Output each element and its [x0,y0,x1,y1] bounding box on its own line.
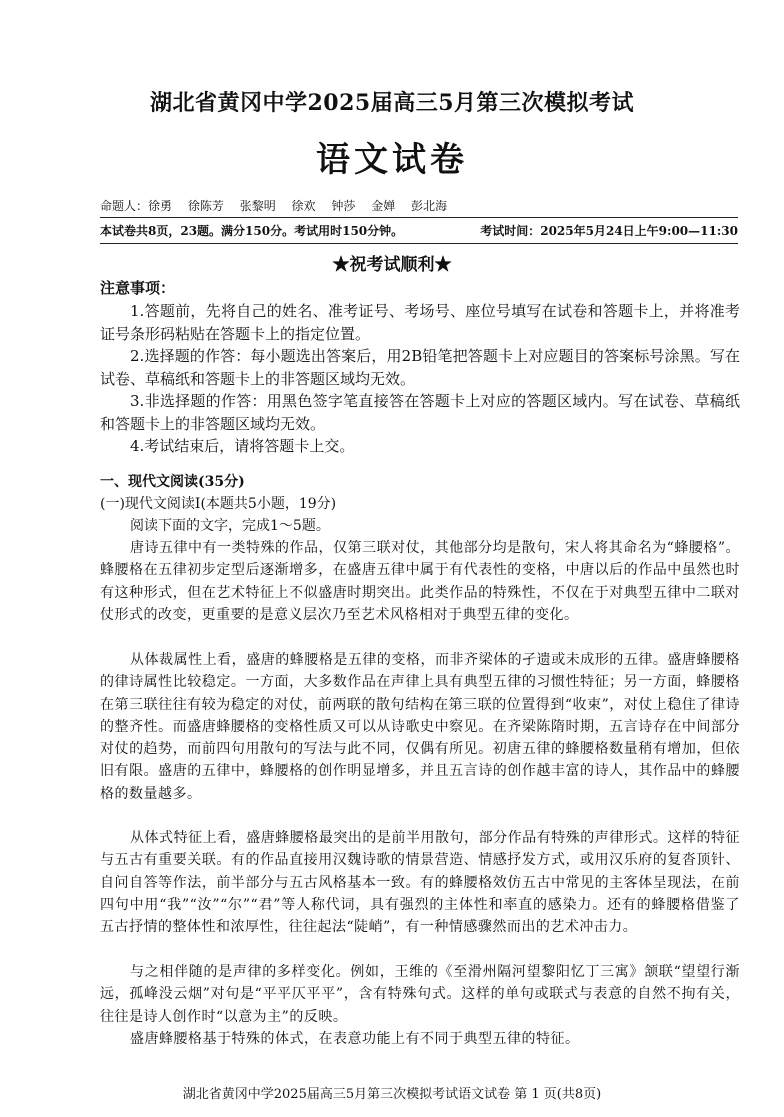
passage-paragraph: 从体式特征上看，盛唐蜂腰格最突出的是前半用散句，部分作品有特殊的声律形式。这样的特征与五古有重要关联。有的作品直接用汉魏诗歌的情景营造、情感抒发方式，或用汉乐府的复沓顶针、自问自答等作法，前半部分与五古风格基本一致。有的蜂腰格效仿五古中常见的主客体呈现法，在前四句中用“我”“汝”“尔”“君”等人称代词，具有强烈的主体性和率直的感染力。还有的蜂腰格借鉴了五古抒情的整体性和浓厚性，往往起法“陡峭”，有一种情感骤然而出的艺术冲击力。 [100,830,740,936]
authors-line [100,197,459,214]
author-name: 钟莎 [331,199,356,213]
author-name: 徐陈芳 [187,199,224,213]
author-name: 金婵 [371,199,396,213]
author-name: 彭北海 [411,199,448,213]
notice-item: 4.考试结束后，请将答题卡上交。 [130,437,355,455]
subject-title: 语文试卷 [316,140,468,180]
notice-item: 3.非选择题的作答：用黑色签字笔直接答在答题卡上对应的答题区域内。写在试卷、草稿纸和答题卡上的非答题区域均无效。 [100,392,740,433]
exam-info-right: 考试时间：2025年5月24日上午9:00—11:30 [480,224,738,238]
exam-title: 湖北省黄冈中学2025届高三5月第三次模拟考试 [149,90,635,116]
section-title: 一、现代文阅读(35分) [100,474,245,490]
good-luck-banner: ★祝考试顺利★ [332,255,452,275]
reading-instruction: 阅读下面的文字，完成1～5题。 [130,518,330,534]
authors-label: 命题人：徐勇 [100,199,173,213]
section-subtitle: (一)现代文阅读Ⅰ(本题共5小题，19分) [100,496,337,512]
passage-paragraph: 从体裁属性上看，盛唐的蜂腰格是五律的变格，而非齐梁体的孑遗或未成形的五律。盛唐蜂腰格的律诗属性比较稳定。一方面，大多数作品在声律上具有典型五律的习惯性特征；另一方面，蜂腰格在第三联往往有较为稳定的对仗，前两联的散句结构在第三联的位置得到“收束”，对仗上稳住了律诗的整齐性。而盛唐蜂腰格的变格性质又可以从诗歌史中察见。在齐梁陈隋时期，五言诗存在中间部分对仗的趋势，而前四句用散句的写法与此不同，仅偶有所见。初唐五律的蜂腰格数量稍有增加，但依旧有限。盛唐的五律中，蜂腰格的创作明显增多，并且五言诗的创作越丰富的诗人，其作品中的蜂腰格的数量越多。 [100,652,740,802]
notice-item: 1.答题前，先将自己的姓名、准考证号、考场号、座位号填写在试卷和答题卡上，并将准考证号条形码粘贴在答题卡上的指定位置。 [100,302,740,343]
passage-paragraph: 盛唐蜂腰格基于特殊的体式，在表意功能上有不同于典型五律的特征。 [130,1031,580,1047]
divider-bottom [100,243,738,244]
passage-paragraph: 唐诗五律中有一类特殊的作品，仅第三联对仗，其他部分均是散句，宋人将其命名为“蜂腰格”。蜂腰格在五律初步定型后逐渐增多，在盛唐五律中属于有代表性的变格，中唐以后的作品中虽然也时有这种形式，但在艺术特征上不似盛唐时期突出。此类作品的特殊性，不仅在于对典型五律中二联对仗形式的改变，更重要的是意义层次乃至艺术风格相对于典型五律的变化。 [100,540,740,623]
divider-top [100,217,738,218]
notice-item: 2.选择题的作答：每小题选出答案后，用2B铅笔把答题卡上对应题目的答案标号涂黑。写在试卷、草稿纸和答题卡上的非答题区域均无效。 [100,347,740,388]
exam-info [100,222,738,239]
author-name: 徐欢 [291,199,316,213]
author-name: 张黎明 [239,199,276,213]
exam-info-left: 本试卷共8页，23题。满分150分。考试用时150分钟。 [100,224,404,238]
passage-paragraph: 与之相伴随的是声律的多样变化。例如，王维的《至滑州隔河望黎阳忆丁三寓》颔联“望望行渐远，孤峰没云烟”对句是“平平仄平平”，含有特殊句式。这样的单句或联式与表意的自然不拘有关，往往是诗人创作时“以意为主”的反映。 [100,964,740,1025]
notice-title: 注意事项： [100,279,176,297]
page-footer: 湖北省黄冈中学2025届高三5月第三次模拟考试语文试卷 第 1 页(共8页) [182,1087,602,1102]
